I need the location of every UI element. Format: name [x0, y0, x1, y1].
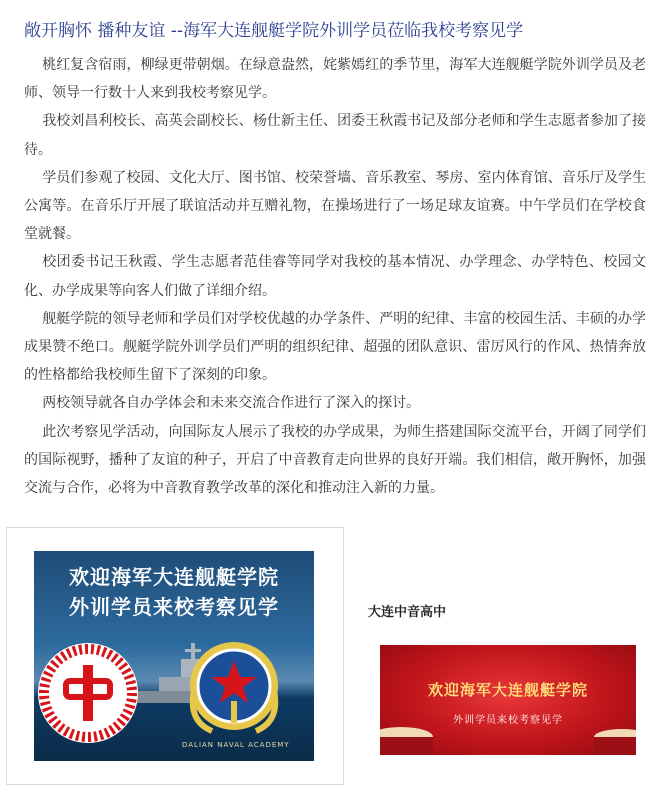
article-body: [24, 51, 646, 502]
article-paragraph: 学员们参观了校园、文化大厅、图书馆、校荣誉墙、音乐教室、琴房、室内体育馆、音乐厅及学生公寓等。在音乐厅开展了联谊活动并互赠礼物，在操场进行了一场足球友谊赛。中午学员们在学校食堂就餐。: [24, 169, 646, 243]
welcome-photo-frame: [6, 527, 344, 785]
welcome-banner-image: [34, 551, 314, 761]
navy-academy-emblem-icon: [182, 631, 286, 741]
article-paragraph: 我校刘昌利校长、高英会副校长、杨仕新主任、团委王秋霞书记及部分老师和学生志愿者参加了接待。: [24, 113, 646, 158]
school-emblem-icon: [38, 643, 138, 743]
article-paragraph: 桃红复含宿雨，柳绿更带朝烟。在绿意盎然，姹紫嫣红的季节里，海军大连舰艇学院外训学员及老师、领导一行数十人来到我校考察见学。: [24, 57, 646, 102]
school-name-caption: 大连中音高中: [368, 605, 447, 620]
welcome-red-banner-image: [380, 645, 636, 755]
red-banner-line-1: 欢迎海军大连舰艇学院: [427, 681, 588, 699]
drum-icon: [592, 723, 636, 755]
article-paragraph: 校团委书记王秋霞、学生志愿者范佳睿等同学对我校的基本情况、办学理念、办学特色、校园文化、办学成果等向客人们做了详细介绍。: [24, 254, 646, 299]
article-title: 敞开胸怀 播种友谊 --海军大连舰艇学院外训学员莅临我校考察见学: [24, 21, 524, 41]
red-banner-line-2: 外训学员来校考察见学: [453, 715, 563, 726]
academy-emblem-text: DALIAN NAVAL ACADEMY: [182, 741, 290, 749]
article-paragraph: 此次考察见学活动，向国际友人展示了我校的办学成果，为师生搭建国际交流平台，开阔了同学们的国际视野，播种了友谊的种子，开启了中音教育走向世界的良好开端。我们相信，敞开胸怀，加强交流与合作，必将为中音教育教学改革的深化和推动注入新的力量。: [24, 423, 646, 497]
banner-line-1: 欢迎海军大连舰艇学院: [69, 565, 279, 589]
banner-line-2: 外训学员来校考察见学: [69, 595, 279, 619]
article-paragraph: 舰艇学院的领导老师和学员们对学校优越的办学条件、严明的纪律、丰富的校园生活、丰硕的办学成果赞不绝口。舰艇学院外训学员们严明的组织纪律、超强的团队意识、雷厉风行的作风、热情奔放的性格都给我校师生留下了深刻的印象。: [24, 310, 646, 384]
article-paragraph: 两校领导就各自办学体会和未来交流合作进行了深入的探讨。: [42, 395, 421, 412]
drum-icon: [380, 717, 436, 755]
